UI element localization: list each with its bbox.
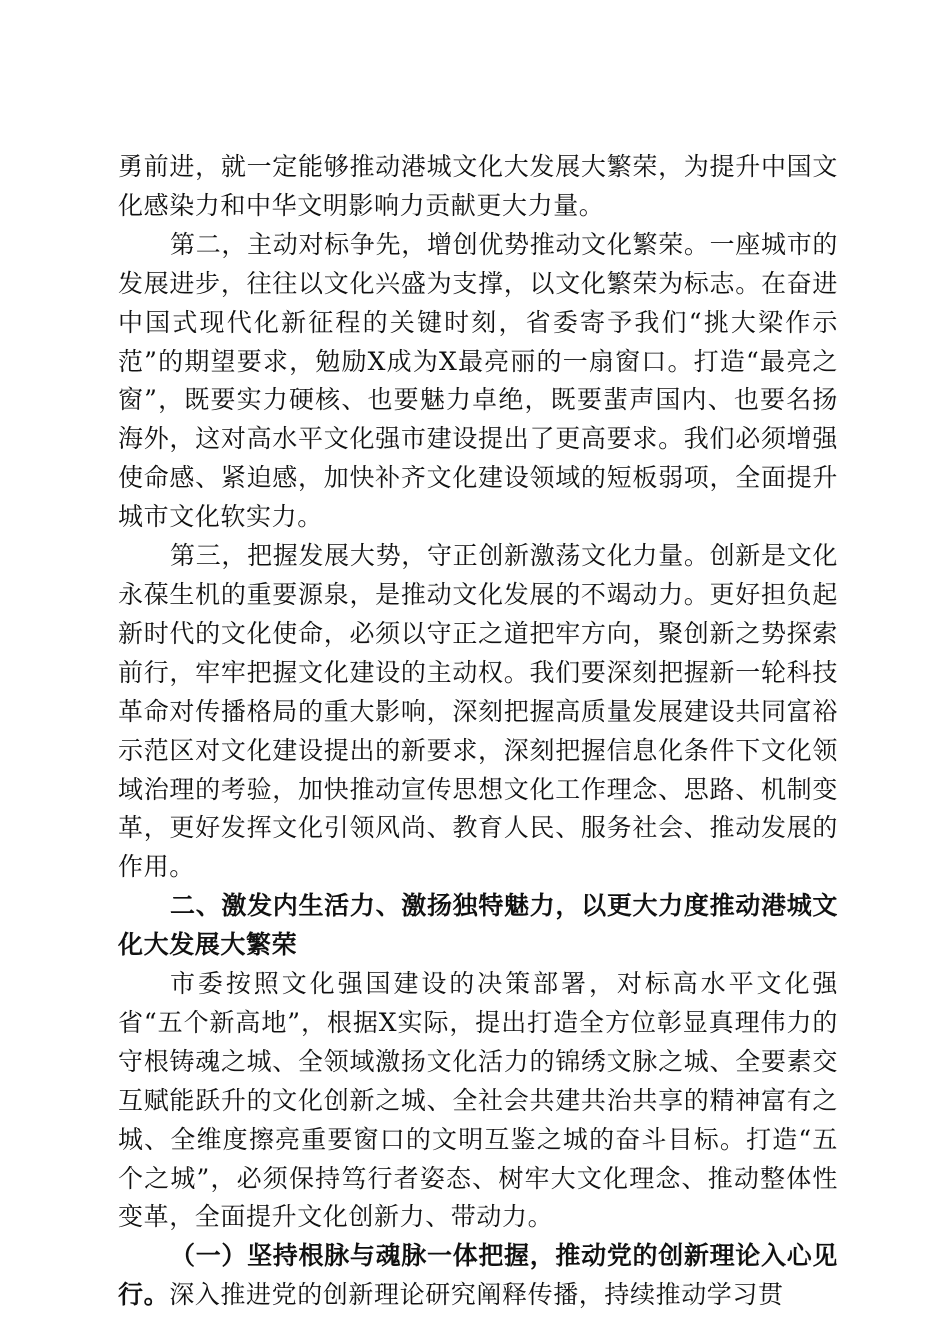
paragraph-third-point: 第三，把握发展大势，守正创新激荡文化力量。创新是文化永葆生机的重要源泉，是推动文化发展的不竭动力。更好担负起新时代的文化使命，必须以守正之道把牢方向，聚创新之势探索前行，牢牢把握文化建设的主动权。我们要深刻把握新一轮科技革命对传播格局的重大影响，深刻把握高质量发展建设共同富裕示范区对文化建设提出的新要求，深刻把握信息化条件下文化领域治理的考验，加快推动宣传思想文化工作理念、思路、机制变革，更好发挥文化引领风尚、教育人民、服务社会、推动发展的作用。 [118,541,838,882]
paragraph-intro-continuation: 勇前进，就一定能够推动港城文化大发展大繁荣，为提升中国文化感染力和中华文明影响力贡献更大力量。 [118,152,838,220]
subsection-paragraph [118,1237,838,1315]
subsection-lead: （一）坚持根脉与魂脉一体把握，推动党的创新理论入心见行。 [118,1241,838,1310]
document-page [118,148,838,1315]
paragraph-section-body: 市委按照文化强国建设的决策部署，对标高水平文化强省“五个新高地”，根据X实际，提出打造全方位彰显真理伟力的守根铸魂之城、全领域激扬文化活力的锦绣文脉之城、全要素交互赋能跃升的文化创新之城、全社会共建共治共享的精神富有之城、全维度擦亮重要窗口的文明互鉴之城的奋斗目标。打造“五个之城”，必须保持笃行者姿态、树牢大文化理念、推动整体性变革，全面提升文化创新力、带动力。 [118,969,838,1232]
paragraph-second-point: 第二，主动对标争先，增创优势推动文化繁荣。一座城市的发展进步，往往以文化兴盛为支撑，以文化繁荣为标志。在奋进中国式现代化新征程的关键时刻，省委寄予我们“挑大梁作示范”的期望要求，勉励X成为X最亮丽的一扇窗口。打造“最亮之窗”，既要实力硬核、也要魅力卓绝，既要蜚声国内、也要名扬海外，这对高水平文化强市建设提出了更高要求。我们必须增强使命感、紧迫感，加快补齐文化建设领域的短板弱项，全面提升城市文化软实力。 [118,229,838,532]
section-heading: 二、激发内生活力、激扬独特魅力，以更大力度推动港城文化大发展大繁荣 [118,891,838,960]
subsection-text: 深入推进党的创新理论研究阐释传播，持续推动学习贯 [169,1280,784,1310]
